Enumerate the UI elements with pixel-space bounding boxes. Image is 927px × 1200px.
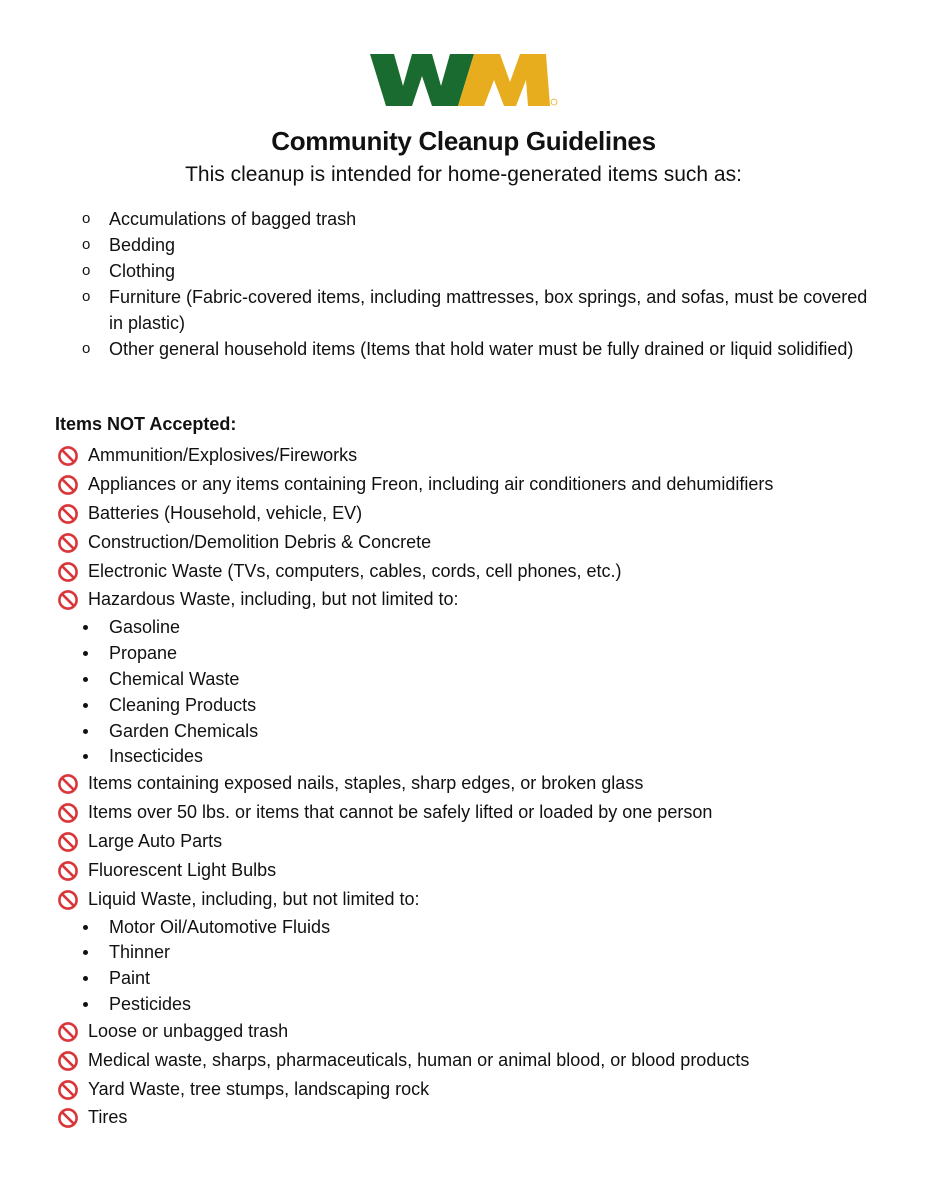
not-accepted-item-label: Loose or unbagged trash [88, 1020, 289, 1041]
not-accepted-subitem [57, 640, 877, 666]
page-title: Community Cleanup Guidelines [271, 126, 656, 156]
bullet-dot-icon [83, 1002, 88, 1007]
not-accepted-item-label: Yard Waste, tree stumps, landscaping rock [88, 1078, 430, 1099]
accepted-item [80, 206, 870, 232]
not-accepted-item [57, 585, 877, 614]
bullet-dot-icon [83, 677, 88, 682]
prohibited-icon [57, 445, 79, 467]
bullet-dot-icon [83, 651, 88, 656]
prohibited-icon [57, 802, 79, 824]
not-accepted-subitem [57, 718, 877, 744]
not-accepted-item [57, 1075, 877, 1104]
prohibited-icon [57, 773, 79, 795]
not-accepted-subitem-label: Paint [109, 968, 151, 989]
not-accepted-item-label: Items over 50 lbs. or items that cannot be safely lifted or loaded by one person [88, 802, 713, 823]
circle-bullet-icon: o [82, 288, 91, 305]
prohibited-icon [57, 1079, 79, 1101]
not-accepted-subitem [57, 666, 877, 692]
bullet-dot-icon [83, 703, 88, 708]
not-accepted-subitem-label: Thinner [109, 942, 171, 963]
not-accepted-subitem [57, 743, 877, 769]
prohibited-icon [57, 589, 79, 611]
bullet-dot-icon [83, 729, 88, 734]
bullet-dot-icon [83, 754, 88, 759]
not-accepted-subitem-label: Motor Oil/Automotive Fluids [109, 916, 331, 937]
logo-w [370, 54, 474, 106]
prohibited-icon [57, 831, 79, 853]
accepted-item-label: Bedding [109, 235, 176, 255]
bullet-dot-icon [83, 925, 88, 930]
not-accepted-item-label: Electronic Waste (TVs, computers, cables, cords, cell phones, etc.) [88, 560, 622, 581]
prohibited-icon [57, 474, 79, 496]
not-accepted-subitem [57, 991, 877, 1017]
not-accepted-subitem [57, 939, 877, 965]
accepted-item-label: Other general household items (Items that hold water must be fully drained or liquid solidified) [109, 339, 854, 359]
not-accepted-item [57, 1017, 877, 1046]
not-accepted-list [57, 441, 877, 1132]
not-accepted-item-label: Appliances or any items containing Freon, including air conditioners and dehumidifiers [88, 473, 774, 494]
accepted-item [80, 258, 870, 284]
not-accepted-item-label: Construction/Demolition Debris & Concrete [88, 531, 432, 552]
not-accepted-item [57, 827, 877, 856]
wm-logo [370, 52, 560, 108]
accepted-items-list [80, 206, 870, 362]
not-accepted-item [57, 528, 877, 557]
circle-bullet-icon: o [82, 340, 91, 357]
not-accepted-subitem-label: Propane [109, 643, 178, 664]
not-accepted-item [57, 557, 877, 586]
prohibited-icon [57, 532, 79, 554]
not-accepted-subitem-label: Insecticides [109, 746, 204, 767]
accepted-item [80, 232, 870, 258]
not-accepted-subitem-label: Chemical Waste [109, 668, 240, 689]
not-accepted-item-label: Fluorescent Light Bulbs [88, 859, 277, 880]
bullet-dot-icon [83, 950, 88, 955]
not-accepted-item [57, 856, 877, 885]
accepted-item-label: Accumulations of bagged trash [109, 209, 357, 229]
not-accepted-item-label: Medical waste, sharps, pharmaceuticals, human or animal blood, or blood products [88, 1049, 750, 1070]
not-accepted-subitem-label: Cleaning Products [109, 694, 257, 715]
prohibited-icon [57, 1021, 79, 1043]
not-accepted-subitem [57, 914, 877, 940]
prohibited-icon [57, 561, 79, 583]
prohibited-icon [57, 860, 79, 882]
not-accepted-subitem-label: Garden Chemicals [109, 720, 259, 741]
not-accepted-item [57, 1103, 877, 1132]
not-accepted-item-label: Hazardous Waste, including, but not limited to: [88, 589, 459, 610]
bullet-dot-icon [83, 625, 88, 630]
not-accepted-item [57, 769, 877, 798]
accepted-item [80, 336, 870, 362]
accepted-item [80, 284, 870, 336]
accepted-item-label: Furniture (Fabric-covered items, including mattresses, box springs, and sofas, must be covered in plastic) [109, 287, 868, 333]
logo-m [458, 54, 550, 106]
not-accepted-item [57, 470, 877, 499]
not-accepted-subitem-label: Pesticides [109, 993, 192, 1014]
not-accepted-item [57, 1046, 877, 1075]
not-accepted-item-label: Ammunition/Explosives/Fireworks [88, 445, 358, 465]
not-accepted-item-label: Tires [88, 1107, 128, 1128]
not-accepted-item [57, 499, 877, 528]
bullet-dot-icon [83, 976, 88, 981]
page-subtitle: This cleanup is intended for home-generated items such as: [185, 163, 742, 186]
not-accepted-item [57, 885, 877, 914]
not-accepted-subitem-label: Gasoline [109, 617, 181, 638]
circle-bullet-icon: o [82, 210, 91, 227]
not-accepted-item [57, 798, 877, 827]
prohibited-icon [57, 1107, 79, 1129]
circle-bullet-icon: o [82, 236, 91, 253]
not-accepted-item-label: Items containing exposed nails, staples, sharp edges, or broken glass [88, 773, 644, 794]
not-accepted-subitem [57, 965, 877, 991]
not-accepted-item-label: Large Auto Parts [88, 830, 223, 851]
circle-bullet-icon: o [82, 262, 91, 279]
not-accepted-item-label: Batteries (Household, vehicle, EV) [88, 502, 363, 523]
not-accepted-item-label: Liquid Waste, including, but not limited to: [88, 888, 420, 909]
not-accepted-heading: Items NOT Accepted: [55, 414, 237, 434]
prohibited-icon [57, 1050, 79, 1072]
not-accepted-item [57, 441, 877, 470]
prohibited-icon [57, 889, 79, 911]
not-accepted-subitem [57, 614, 877, 640]
not-accepted-subitem [57, 692, 877, 718]
prohibited-icon [57, 503, 79, 525]
accepted-item-label: Clothing [109, 261, 176, 281]
